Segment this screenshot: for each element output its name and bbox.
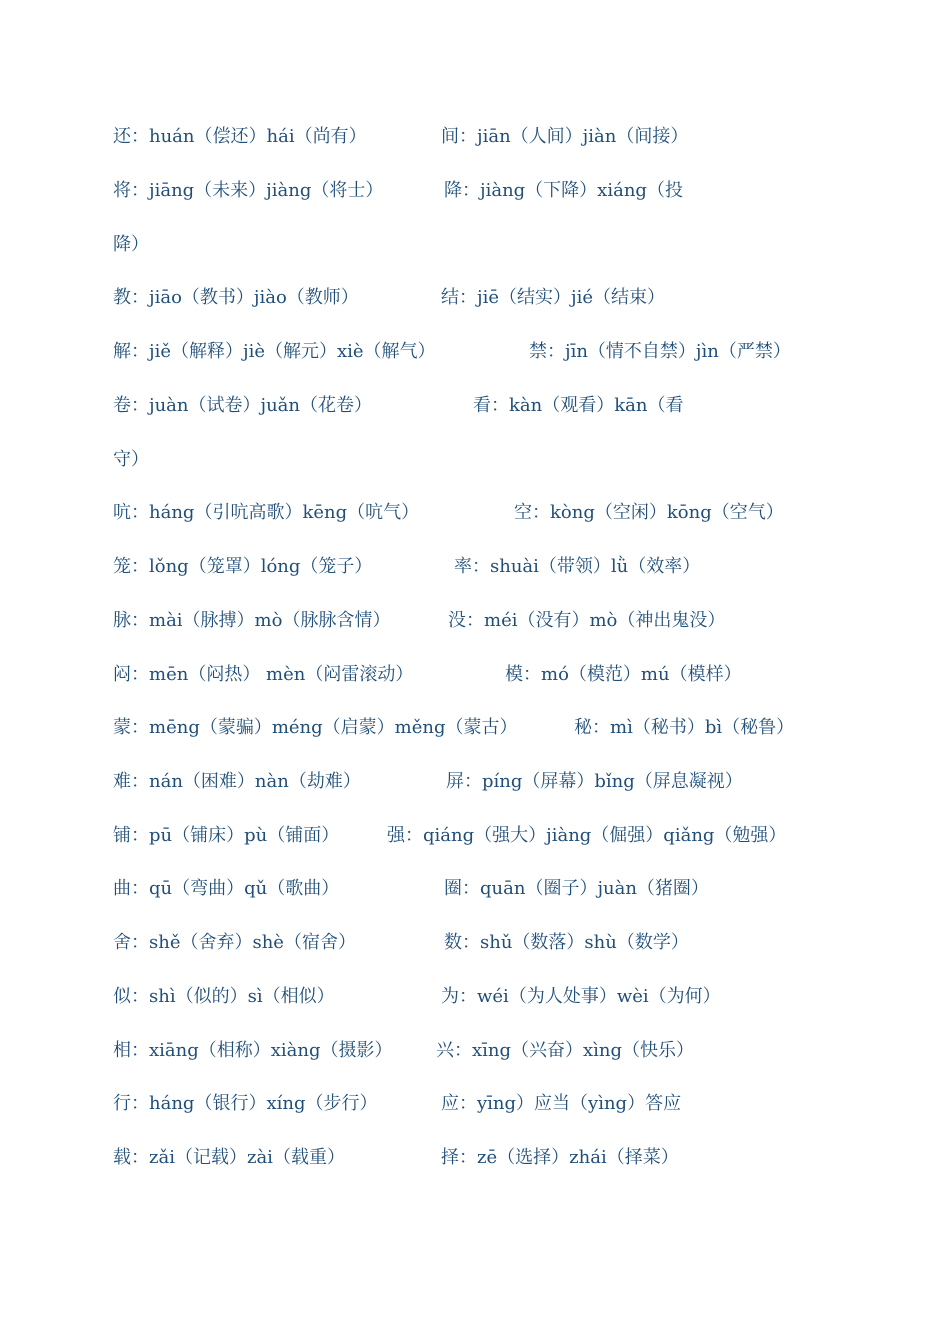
entry-right: 为：wéi（为人处事）wèi（为何） xyxy=(441,986,721,1007)
entry-left: 似：shì（似的）sì（相似） xyxy=(113,986,335,1007)
entry-left: 舍：shě（舍弃）shè（宿舍） xyxy=(113,932,356,953)
entry-right: 强：qiáng（强大）jiàng（倔强）qiǎng（勉强） xyxy=(387,825,787,846)
entry-right: 数：shǔ（数落）shù（数学） xyxy=(444,932,689,953)
entry-right: 择：zē（选择）zhái（择菜） xyxy=(441,1147,679,1168)
entry-left: 曲：qū（弯曲）qǔ（歌曲） xyxy=(113,878,340,899)
entry-left: 铺：pū（铺床）pù（铺面） xyxy=(113,825,340,846)
entry-left: 脉：mài（脉搏）mò（脉脉含情） xyxy=(113,610,391,631)
entry-left: 载：zǎi（记载）zài（载重） xyxy=(113,1147,345,1168)
entry-right: 看：kàn（观看）kān（看 xyxy=(473,395,684,416)
entry-left: 行：háng（银行）xíng（步行） xyxy=(113,1093,378,1114)
entry-right: 圈：quān（圈子）juàn（猪圈） xyxy=(444,878,709,899)
entry-left: 闷：mēn（闷热） mèn（闷雷滚动） xyxy=(113,664,414,685)
entry-left: 还：huán（偿还）hái（尚有） xyxy=(113,126,367,147)
entry-left: 卷：juàn（试卷）juǎn（花卷） xyxy=(113,395,372,416)
entry-left: 笼：lǒng（笼罩）lóng（笼子） xyxy=(113,556,373,577)
entry-left: 吭：háng（引吭高歌）kēng（吭气） xyxy=(113,502,420,523)
entry-continuation: 降） xyxy=(113,234,149,255)
entry-right: 间：jiān（人间）jiàn（间接） xyxy=(441,126,689,147)
entry-right: 禁：jīn（情不自禁）jìn（严禁） xyxy=(529,341,791,362)
entry-left: 解：jiě（解释）jiè（解元）xiè（解气） xyxy=(113,341,436,362)
entry-left: 相：xiāng（相称）xiàng（摄影） xyxy=(113,1040,393,1061)
entry-right: 兴：xīng（兴奋）xìng（快乐） xyxy=(436,1040,695,1061)
entry-left: 蒙：mēng（蒙骗）méng（启蒙）měng（蒙古） xyxy=(113,717,518,738)
entry-continuation: 守） xyxy=(113,449,149,470)
entry-left: 难：nán（困难）nàn（劫难） xyxy=(113,771,361,792)
entry-left: 将：jiāng（未来）jiàng（将士） xyxy=(113,180,384,201)
entry-left: 教：jiāo（教书）jiào（教师） xyxy=(113,287,359,308)
entry-right: 没：méi（没有）mò（神出鬼没） xyxy=(448,610,726,631)
entry-right: 屏：píng（屏幕）bǐng（屏息凝视） xyxy=(446,771,743,792)
entry-right: 应：yīng）应当（yìng）答应 xyxy=(441,1093,682,1114)
entry-right: 降：jiàng（下降）xiáng（投 xyxy=(444,180,683,201)
entry-right: 结：jiē（结实）jié（结束） xyxy=(441,287,665,308)
entry-right: 模：mó（模范）mú（模样） xyxy=(505,664,742,685)
entry-right: 秘：mì（秘书）bì（秘鲁） xyxy=(574,717,795,738)
entry-right: 率：shuài（带领）lǜ（效率） xyxy=(454,556,701,577)
entry-right: 空：kòng（空闲）kōng（空气） xyxy=(514,502,784,523)
